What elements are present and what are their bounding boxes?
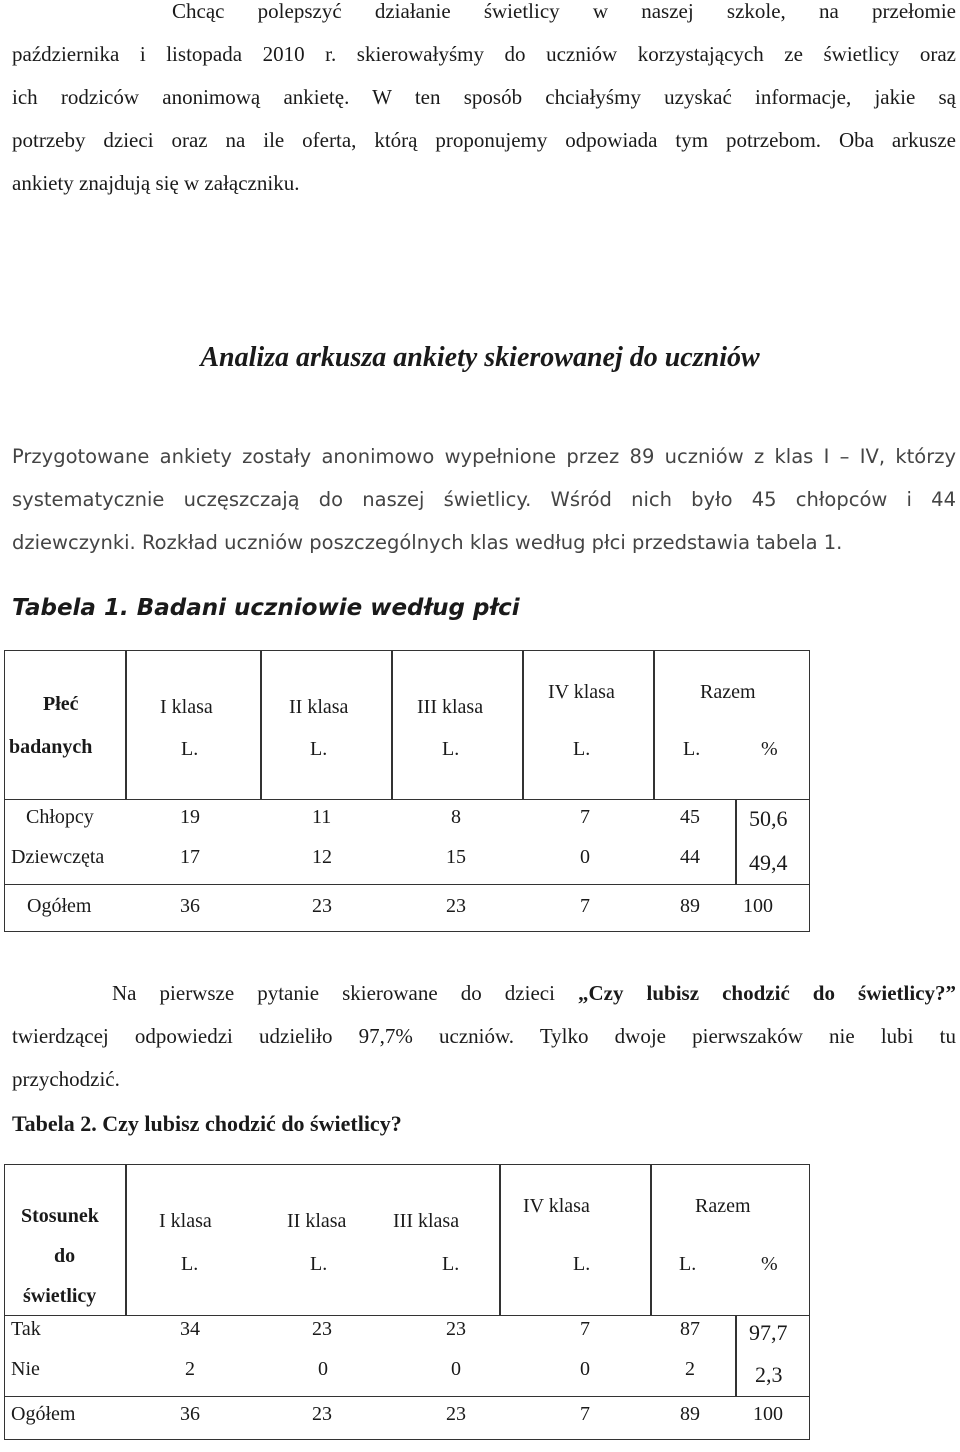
question-line: twierdzącej odpowiedzi udzieliło 97,7% uczniów. Tylko dwoje pierwszaków nie lubi tu bbox=[12, 1024, 956, 1048]
intro-line: Chcąc polepszyć działanie świetlicy w naszej szkole, na przełomie bbox=[172, 0, 956, 23]
table2-cell: 0 bbox=[451, 1358, 461, 1380]
table2-cell: 2 bbox=[185, 1358, 195, 1380]
table2-total-cell: 7 bbox=[580, 1403, 590, 1425]
table2-row-label: do bbox=[54, 1245, 76, 1267]
table2-cell: 34 bbox=[180, 1318, 200, 1340]
table1-cell: 15 bbox=[446, 846, 466, 868]
table2-cell: 7 bbox=[580, 1318, 590, 1340]
table1-row-label: Dziewczęta bbox=[11, 846, 105, 868]
table1-header bbox=[5, 651, 810, 800]
table1-unit: L. bbox=[310, 738, 328, 760]
table1-cell: 19 bbox=[180, 806, 200, 828]
table1-total-cell: 7 bbox=[580, 895, 590, 917]
table2-row-label: Stosunek bbox=[21, 1205, 99, 1227]
table1-total-header: Razem bbox=[700, 681, 756, 703]
table1-row-label: Chłopcy bbox=[26, 806, 94, 828]
question-line: przychodzić. bbox=[12, 1067, 120, 1091]
table1-class-header: I klasa bbox=[160, 696, 213, 718]
table2-percent: 97,7 bbox=[749, 1320, 788, 1345]
table1-class-header: II klasa bbox=[289, 696, 349, 718]
table1-cell: 12 bbox=[312, 846, 332, 868]
table2-percent-unit: % bbox=[761, 1253, 778, 1275]
table2-total-percent: 100 bbox=[753, 1403, 783, 1425]
table1-total-label: Ogółem bbox=[27, 895, 92, 917]
table2 bbox=[4, 1164, 810, 1440]
table1-unit: L. bbox=[442, 738, 460, 760]
table1-cell: 17 bbox=[180, 846, 200, 868]
table2-unit: L. bbox=[442, 1253, 460, 1275]
table1-total-row bbox=[5, 885, 810, 932]
table1-caption: Tabela 1. Badani uczniowie według płci bbox=[12, 595, 520, 621]
intro-line: ich rodziców anonimową ankietę. W ten sposób chciałyśmy uzyskać informacje, jakie są bbox=[12, 85, 956, 109]
table2-unit: L. bbox=[181, 1253, 199, 1275]
table1-cell: 8 bbox=[451, 806, 461, 828]
table2-cell: 0 bbox=[318, 1358, 328, 1380]
table2-header bbox=[5, 1165, 810, 1316]
table1-cell: 7 bbox=[580, 806, 590, 828]
intro-paragraph bbox=[12, 0, 956, 205]
table2-class-header: II klasa bbox=[287, 1210, 347, 1232]
survey-paragraph bbox=[12, 435, 956, 564]
table2-total-cell: 36 bbox=[180, 1403, 200, 1425]
table1-cell: 0 bbox=[580, 846, 590, 868]
table2-percent: 2,3 bbox=[755, 1362, 783, 1387]
table2-total-cell: 23 bbox=[446, 1403, 466, 1425]
survey-line: dziewczynki. Rozkład uczniów poszczególnych klas według płci przedstawia tabela 1. bbox=[12, 531, 843, 554]
table1-cell: 11 bbox=[312, 806, 332, 828]
table1-total-cell: 23 bbox=[446, 895, 466, 917]
table1-unit: L. bbox=[573, 738, 591, 760]
table1-unit: L. bbox=[181, 738, 199, 760]
table2-total-cell: 89 bbox=[680, 1403, 700, 1425]
table1-cell: 45 bbox=[680, 806, 700, 828]
table1-class-header: III klasa bbox=[417, 696, 484, 718]
table2-class-header: I klasa bbox=[159, 1210, 212, 1232]
question-line bbox=[12, 972, 956, 1015]
table2-row-label: Nie bbox=[11, 1358, 40, 1380]
table2-unit: L. bbox=[310, 1253, 328, 1275]
intro-line: potrzeby dzieci oraz na ile oferta, którą proponujemy odpowiada tym potrzebom. Oba arkusze bbox=[12, 128, 956, 152]
survey-line: Przygotowane ankiety zostały anonimowo wypełnione przez 89 uczniów z klas I – IV, którzy bbox=[12, 445, 956, 468]
table2-total-label: Ogółem bbox=[11, 1403, 76, 1425]
question-lead: Na pierwsze pytanie skierowane do dzieci bbox=[112, 981, 555, 1005]
table1-total-cell: 36 bbox=[180, 895, 200, 917]
table1-total-cell: 89 bbox=[680, 895, 700, 917]
table1-class-header: IV klasa bbox=[548, 681, 615, 703]
table1-body bbox=[5, 800, 810, 885]
table2-cell: 23 bbox=[312, 1318, 332, 1340]
table2-total-row bbox=[5, 1397, 810, 1440]
table2-caption: Tabela 2. Czy lubisz chodzić do świetlicy? bbox=[12, 1111, 402, 1136]
table2-total-cell: 23 bbox=[312, 1403, 332, 1425]
table1 bbox=[4, 650, 810, 932]
table2-class-header: III klasa bbox=[393, 1210, 460, 1232]
table1-unit: L. bbox=[683, 738, 701, 760]
survey-line: systematycznie uczęszczają do naszej świetlicy. Wśród nich było 45 chłopców i 44 bbox=[12, 488, 956, 511]
table2-row-label: Tak bbox=[11, 1318, 41, 1340]
table1-total-cell: 23 bbox=[312, 895, 332, 917]
table2-row-label: świetlicy bbox=[23, 1285, 97, 1307]
table2-class-header: IV klasa bbox=[523, 1195, 590, 1217]
table2-total-header: Razem bbox=[695, 1195, 751, 1217]
table2-unit: L. bbox=[573, 1253, 591, 1275]
intro-line: ankiety znajdują się w załączniku. bbox=[12, 171, 300, 195]
table1-cell: 44 bbox=[680, 846, 700, 868]
table2-body bbox=[5, 1316, 810, 1397]
table2-cell: 87 bbox=[680, 1318, 700, 1340]
table1-percent: 49,4 bbox=[749, 850, 788, 875]
table1-row-label-bottom: badanych bbox=[9, 736, 93, 758]
section-heading: Analiza arkusza ankiety skierowanej do uczniów bbox=[200, 342, 760, 373]
table1-percent-unit: % bbox=[761, 738, 778, 760]
question-text: „Czy lubisz chodzić do świetlicy?” bbox=[578, 981, 957, 1005]
table1-row-label-top: Płeć bbox=[43, 693, 79, 715]
question-paragraph bbox=[12, 972, 956, 1101]
intro-line: października i listopada 2010 r. skierowałyśmy do uczniów korzystających ze świetlicy oraz bbox=[12, 42, 956, 66]
table2-cell: 2 bbox=[685, 1358, 695, 1380]
table2-unit: L. bbox=[679, 1253, 697, 1275]
table1-total-percent: 100 bbox=[743, 895, 773, 917]
table2-cell: 23 bbox=[446, 1318, 466, 1340]
table1-percent: 50,6 bbox=[749, 806, 788, 831]
table2-cell: 0 bbox=[580, 1358, 590, 1380]
